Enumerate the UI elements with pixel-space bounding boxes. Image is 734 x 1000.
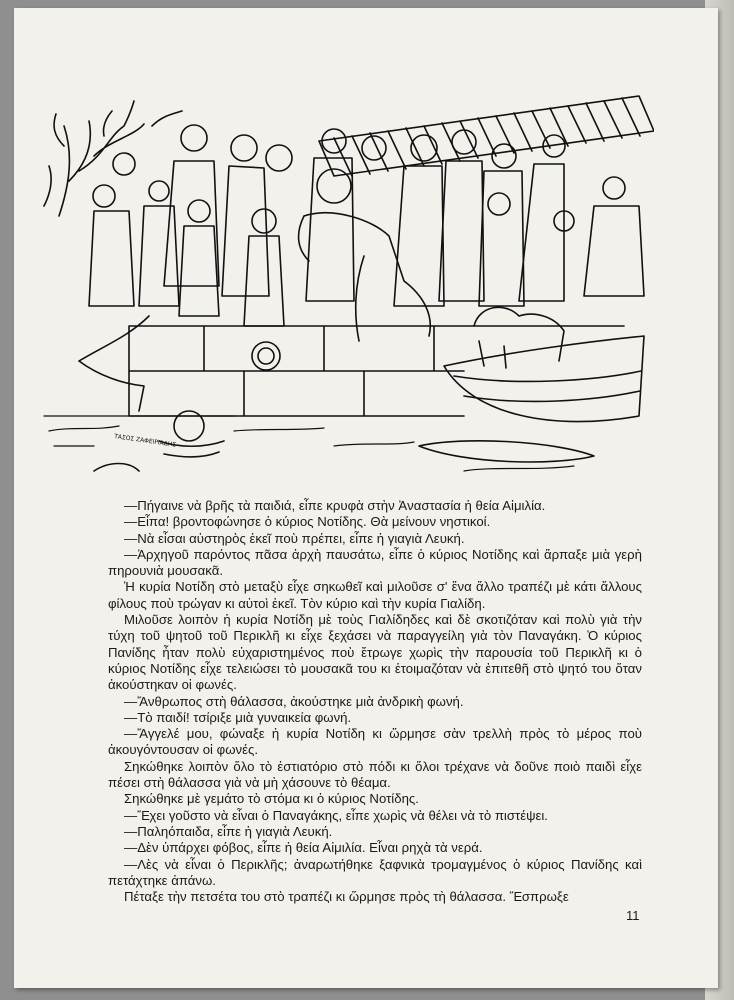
- paragraph: —Ἀρχηγοῦ παρόντος πᾶσα ἀρχὴ παυσάτω, εἶπε ὁ κύριος Νοτίδης καὶ ἅρπαξε μιὰ γερὴ πηρουνιὰ μουσακᾶ.: [108, 546, 642, 579]
- stone-quay-wall: [129, 326, 624, 416]
- harbour-restaurant-illustration: [34, 86, 654, 481]
- paragraph: —Νὰ εἶσαι αὐστηρὸς ἐκεῖ ποὺ πρέπει, εἶπε ἡ γιαγιὰ Λευκή.: [124, 530, 465, 546]
- paragraph: —Ἄνθρωπος στὴ θάλασσα, ἀκούστηκε μιὰ ἀνδρικὴ φωνή.: [124, 693, 464, 709]
- paragraph: —Εἶπα! βροντοφώνησε ὁ κύριος Νοτίδης. Θὰ μείνουν νηστικοί.: [124, 514, 491, 530]
- illustrator-signature: ΤΑΣΟΣ ΖΑΦΕΙΡΙΑΔΗΣ: [113, 433, 177, 449]
- paragraph: —Τὸ παιδί! τσίριξε μιὰ γυναικεία φωνή.: [124, 709, 352, 725]
- paragraph: —Ἄγγελέ μου, φώναξε ἡ κυρία Νοτίδη κι ὥρμησε σὰν τρελλὴ πρὸς τὸ μέρος ποὺ ἀκουγόντουσαν οἱ φωνές.: [108, 726, 642, 758]
- paragraph: Μιλοῦσε λοιπὸν ἡ κυρία Νοτίδη μὲ τοὺς Γιαλίδηδες καὶ δὲ σκοτιζόταν καὶ πολὺ γιὰ τὴν τύχη τοῦ ψητοῦ τοῦ Περικλῆ κι εἶχε ξεχάσει νὰ παραγγείλη γιὰ τὸν Παναγάκη. Ὁ κύριος Πανίδης ἦταν πολὺ εὐχαριστημένος ποὺ ἔτρωγε χωρὶς τὴν παρουσία τοῦ Περικλῆ κι ὁ κύριος Νοτίδης εἶχε τελειώσει τὸ μουσακᾶ του κι ἑτοιμαζόταν νὰ ἐπιτεθῆ στὸ ψητό του ὅταν ἀκούστηκαν οἱ φωνές.: [108, 612, 642, 693]
- water-ripples: [44, 416, 574, 471]
- paragraph: Σηκώθηκε λοιπὸν ὅλο τὸ ἑστιατόριο στὸ πόδι κι ὅλοι τρέχανε νὰ δοῦνε ποιὸ παιδὶ εἶχε πέσει στὴ θάλασσα γιὰ νὰ μὴ χάσουνε τὸ θέαμα.: [108, 758, 642, 791]
- book-page: [14, 8, 718, 988]
- paragraph: Ἡ κυρία Νοτίδη στὸ μεταξὺ εἶχε σηκωθεῖ καὶ μιλοῦσε σ' ἕνα ἄλλο τραπέζι μὲ κάτι ἄλλους φίλους ποὺ τρώγαν κι αὐτοὶ ἐκεῖ. Τὸν κύριο καὶ τὴν κυρία Γιαλίδη.: [108, 579, 642, 611]
- story-text: [108, 498, 642, 905]
- paragraph: —Παληόπαιδα, εἶπε ἡ γιαγιὰ Λευκή.: [124, 823, 333, 839]
- paragraph: —Δὲν ὑπάρχει φόβος, εἶπε ἡ θεία Αἰμιλία. Εἶναι ρηχὰ τὰ νερά.: [124, 840, 483, 856]
- paragraph: Σηκώθηκε μὲ γεμάτο τὸ στόμα κι ὁ κύριος Νοτίδης.: [124, 791, 419, 807]
- striped-awning: [319, 96, 654, 176]
- paragraph: —Λὲς νὰ εἶναι ὁ Περικλῆς; ἀναρωτήθηκε ξαφνικὰ τρομαγμένος ὁ κύριος Πανίδης καὶ πετάχτηκε ἀπάνω.: [108, 856, 642, 888]
- crowd-of-people: [89, 125, 644, 326]
- paragraph: Πέταξε τὴν πετσέτα του στὸ τραπέζι κι ὥρμησε πρὸς τὴ θάλασσα. Ἔσπρωξε: [124, 889, 569, 905]
- paragraph: —Πήγαινε νὰ βρῆς τὰ παιδιά, εἶπε κρυφὰ στὴν Ἀναστασία ἡ θεία Αἰμιλία.: [124, 498, 546, 513]
- rowing-boat-with-dog: [444, 307, 644, 421]
- seagull: [79, 316, 149, 411]
- falling-man: [299, 169, 431, 341]
- paragraph: —Ἔχει γοῦστο νὰ εἶναι ὁ Παναγάκης, εἶπε χωρὶς νὰ θέλει νὰ τὸ πιστέψει.: [124, 807, 548, 823]
- page-number: 11: [626, 908, 640, 923]
- bare-tree-branches: [44, 101, 182, 216]
